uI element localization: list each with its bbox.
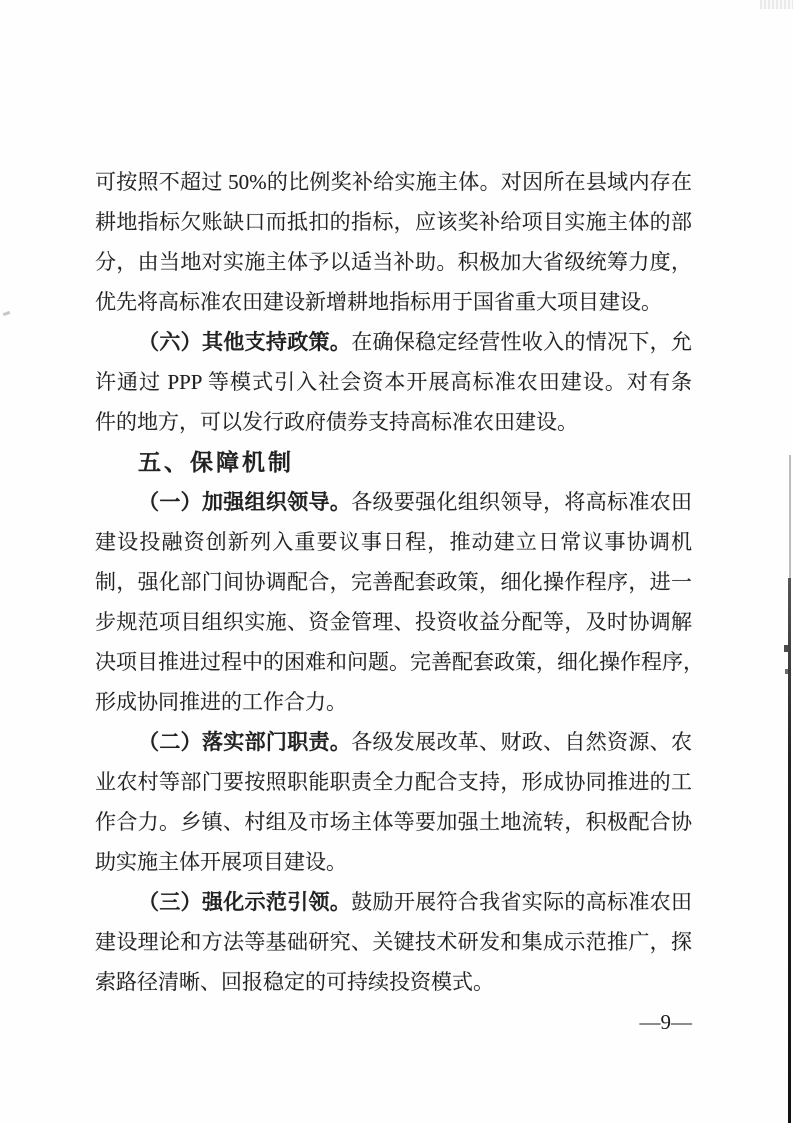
text-line (95, 842, 692, 882)
text-flow (95, 162, 704, 1002)
emphasis-text: （二）落实部门职责。 (138, 730, 352, 754)
body-text: 业农村等部门要按照职能职责全力配合支持，形成协同推进的工 (95, 770, 692, 794)
text-line (95, 642, 704, 682)
body-text: 鼓励开展符合我省实际的高标准农田 (351, 890, 693, 914)
scan-speck (784, 645, 788, 652)
text-line (95, 682, 692, 722)
text-line (95, 762, 692, 802)
text-line (95, 602, 692, 642)
body-text: 可按照不超过 50%的比例奖补给实施主体。对因所在县域内存在 (95, 170, 692, 194)
body-text: 各级发展改革、财政、自然资源、农 (351, 730, 693, 754)
emphasis-text: （三）强化示范引领。 (138, 890, 352, 914)
scan-speck (785, 669, 788, 674)
text-line (95, 322, 692, 362)
emphasis-text: （六）其他支持政策。 (138, 330, 352, 354)
text-line (95, 162, 692, 202)
text-line (95, 962, 692, 1002)
text-line (95, 882, 692, 922)
text-line (95, 242, 692, 282)
text-line (95, 562, 692, 602)
scan-edge-line-dark (788, 578, 791, 1123)
text-line (95, 362, 692, 402)
body-text: 分，由当地对实施主体予以适当补助。积极加大省级统筹力度， (95, 250, 692, 274)
body-text: 索路径清晰、回报稳定的可持续投资模式。 (95, 970, 494, 994)
text-line (95, 282, 692, 322)
body-text: 制，强化部门间协调配合，完善配套政策，细化操作程序，进一 (95, 570, 692, 594)
scan-smudge-top-right (760, 0, 793, 9)
body-text: 助实施主体开展项目建设。 (95, 850, 347, 874)
body-text: 优先将高标准农田建设新增耕地指标用于国省重大项目建设。 (95, 290, 662, 314)
emphasis-text: 五、保障机制 (138, 449, 294, 475)
page-number: —9— (639, 1010, 692, 1034)
section-heading (95, 442, 692, 482)
scan-edge-line-faint (789, 455, 791, 580)
body-text: 形成协同推进的工作合力。 (95, 690, 347, 714)
body-text: 步规范项目组织实施、资金管理、投资收益分配等，及时协调解 (95, 610, 692, 634)
emphasis-text: （一）加强组织领导。 (138, 490, 352, 514)
body-text: 耕地指标欠账缺口而抵扣的指标，应该奖补给项目实施主体的部 (95, 210, 692, 234)
body-text: 决项目推进过程中的困难和问题。完善配套政策，细化操作程序， (95, 650, 704, 674)
body-text: 建设理论和方法等基础研究、关键技术研发和集成示范推广，探 (95, 930, 692, 954)
text-line (95, 722, 692, 762)
text-line (95, 202, 692, 242)
body-text: 各级要强化组织领导，将高标准农田 (351, 490, 693, 514)
body-text: 在确保稳定经营性收入的情况下，允 (351, 330, 693, 354)
body-text: 许通过 PPP 等模式引入社会资本开展高标准农田建设。对有条 (95, 370, 692, 394)
body-text: 建设投融资创新列入重要议事日程，推动建立日常议事协调机 (95, 530, 692, 554)
text-line (95, 802, 692, 842)
body-text: 作合力。乡镇、村组及市场主体等要加强土地流转，积极配合协 (95, 810, 692, 834)
text-line (95, 522, 692, 562)
text-line (95, 402, 692, 442)
scan-mark-left-edge (3, 311, 11, 316)
text-line (95, 482, 692, 522)
text-line (95, 922, 692, 962)
body-text: 件的地方，可以发行政府债券支持高标准农田建设。 (95, 410, 578, 434)
